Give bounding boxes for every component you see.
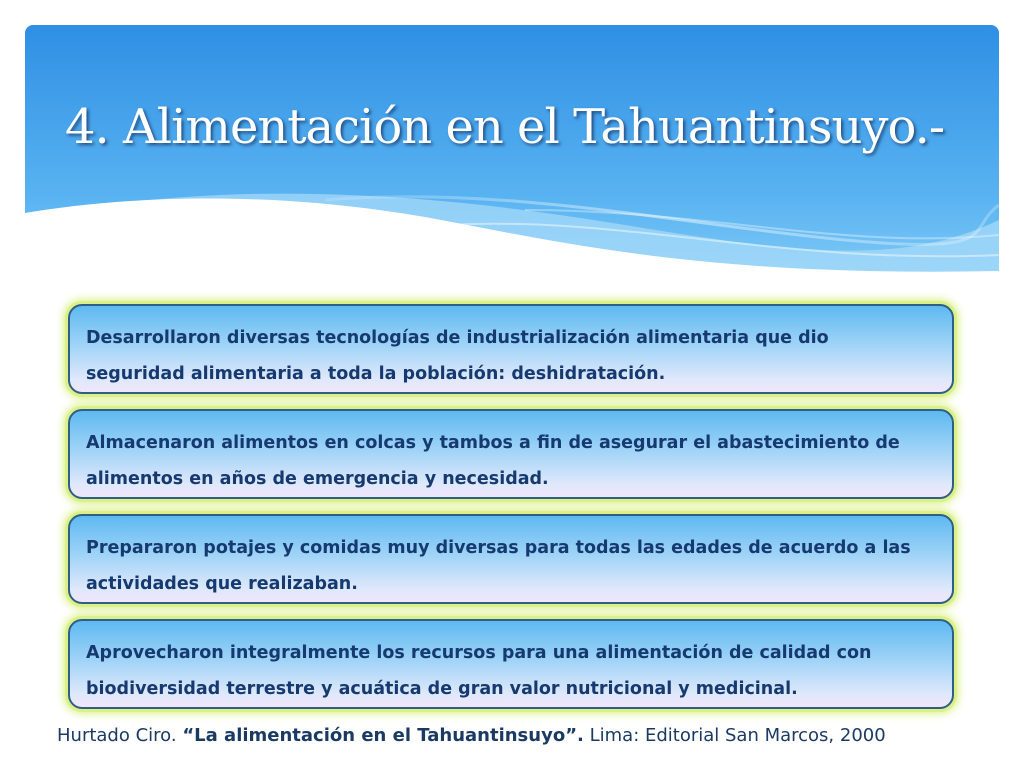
content-box-2 [68, 409, 954, 499]
citation-author: Hurtado Ciro. [57, 725, 177, 746]
content-box-1 [68, 304, 954, 394]
wave-banner-graphic [25, 25, 999, 290]
content-box-4 [68, 619, 954, 709]
page-title: 4. Alimentación en el Tahuantinsuyo.- [65, 99, 945, 155]
content-box-3 [68, 514, 954, 604]
header-banner [25, 25, 999, 290]
content-box-text: Aprovecharon integralmente los recursos para una alimentación de calidad con biodiversidad terrestre y acuática de gran valor nutricional y medicinal. [86, 643, 872, 699]
content-box-text: Almacenaron alimentos en colcas y tambos a fin de asegurar el abastecimiento de alimentos en años de emergencia y necesidad. [86, 433, 900, 489]
citation [57, 725, 886, 746]
content-box-text: Desarrollaron diversas tecnologías de industrialización alimentaria que dio seguridad alimentaria a toda la población: deshidratación. [86, 328, 829, 384]
content-box-text: Prepararon potajes y comidas muy diversas para todas las edades de acuerdo a las actividades que realizaban. [86, 538, 911, 594]
citation-work: “La alimentación en el Tahuantinsuyo”. [182, 725, 584, 746]
citation-publisher: Lima: Editorial San Marcos, 2000 [589, 725, 886, 746]
